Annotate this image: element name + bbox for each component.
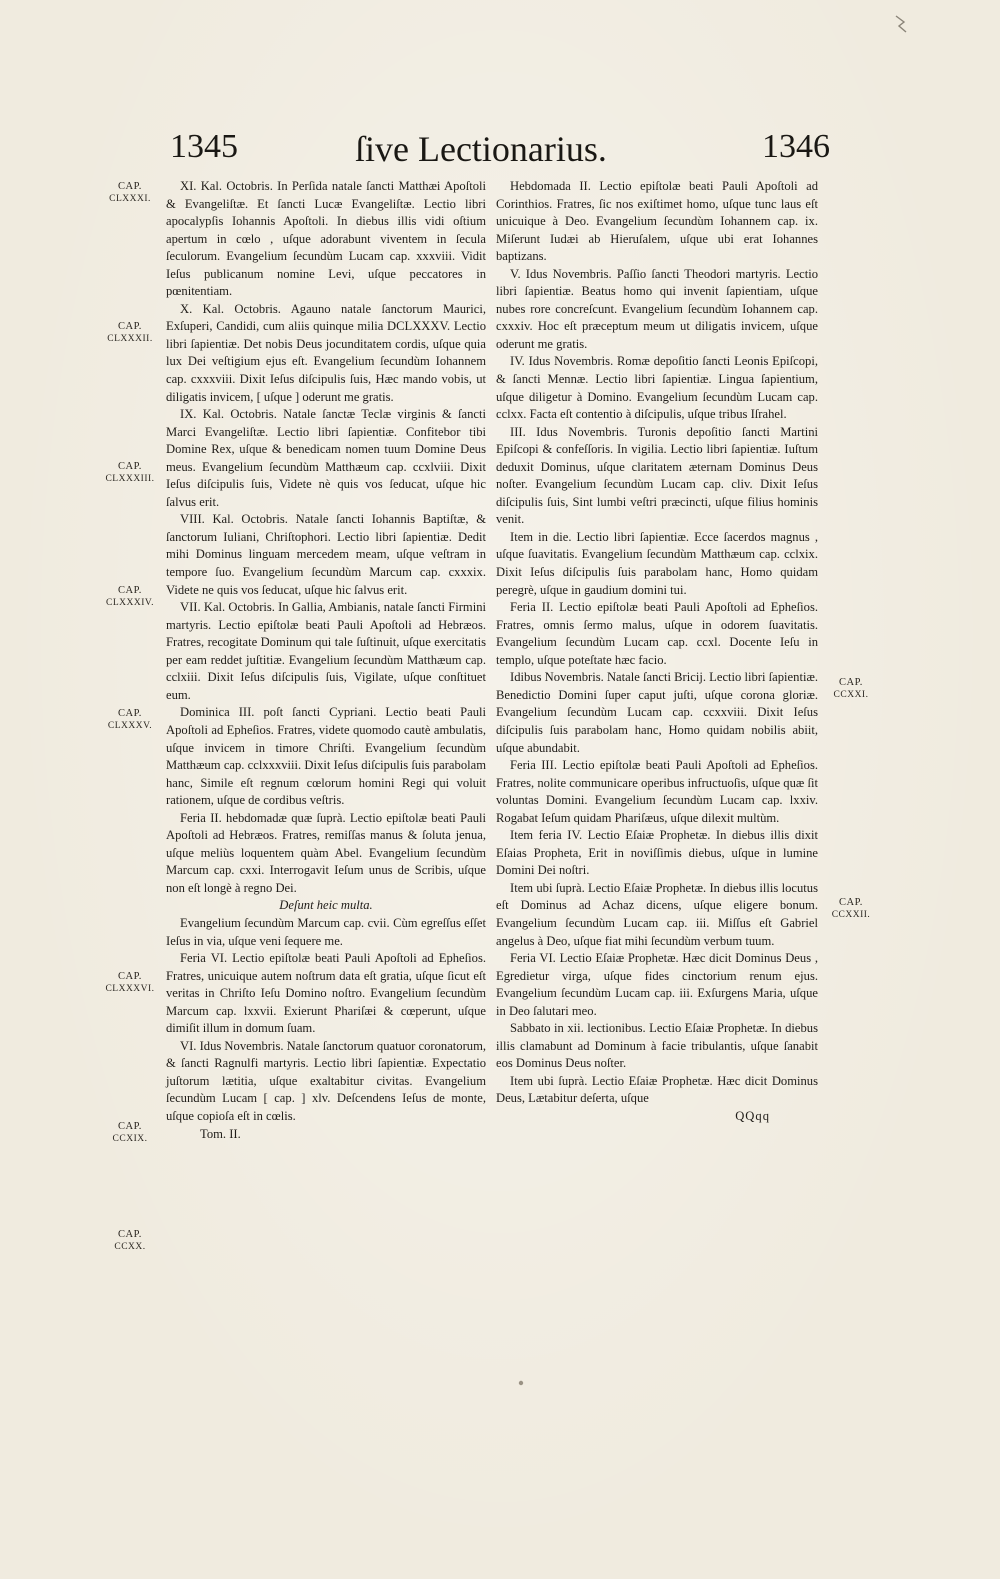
lacuna-note: Deſunt heic multa. bbox=[279, 898, 373, 913]
margin-note-number: CLXXXI. bbox=[109, 194, 151, 204]
margin-note-cap: CAP. bbox=[118, 461, 142, 472]
margin-note-number: CCXXI. bbox=[833, 690, 869, 700]
signature-mark: QQqq bbox=[735, 1108, 770, 1123]
margin-note-number: CLXXXII. bbox=[107, 334, 153, 344]
lection-entry: Feria VI. Lectio epiſtolæ beati Pauli Apoſtoli ad Epheſios. Fratres, unicuique autem noſtrum data eſt gratia, uſque ſicut eſt veritas in Chriſto Ieſu Domino noſtro. Evangelium ſecundùm Marcum cap. lxxvii. Exierunt Phariſæi & cœperunt, uſque dimiſit illum in domum ſuam. bbox=[166, 951, 486, 1036]
margin-note-cap: CAP. bbox=[839, 677, 863, 688]
page-number-left: 1345 bbox=[170, 128, 238, 165]
margin-note-left bbox=[98, 180, 162, 206]
margin-note-number: CCXIX. bbox=[112, 1134, 148, 1144]
lection-entry: Item ubi ſuprà. Lectio Eſaiæ Prophetæ. In diebus illis locutus eſt Dominus ad Achaz dicens, uſque eligere bonum. Evangelium ſecundùm Lucam cap. iii. Miſſus eſt Gabriel angelus à Deo, uſque fiat mihi ſecundùm verbum tuum. bbox=[496, 880, 818, 948]
margin-note-left bbox=[98, 707, 162, 733]
lection-entry: Evangelium ſecundùm Marcum cap. cvii. Cùm egreſſus eſſet Ieſus in via, uſque veni ſequere me. bbox=[166, 915, 486, 948]
margin-note-number: CLXXXIII. bbox=[105, 474, 155, 484]
text-column-right bbox=[496, 178, 818, 1126]
lection-entry: Dominica III. poſt ſancti Cypriani. Lectio beati Pauli Apoſtoli ad Epheſios. Fratres, videte quomodo cautè ambulatis, uſque invicem in timore Chriſti. Evangelium ſecundùm Matthæum cap. cclxxxviii. Dixit Ieſus diſcipulis ſuis parabolam hanc, Simile eſt regnum cœlorum homini Regi qui voluit rationem, uſque de cordibus veſtris. bbox=[166, 705, 486, 808]
margin-note-left bbox=[98, 970, 162, 996]
margin-note-number: CCXXII. bbox=[831, 910, 871, 920]
margin-note-left bbox=[98, 584, 162, 610]
margin-note-cap: CAP. bbox=[839, 897, 863, 908]
lection-entry: XI. Kal. Octobris. In Perſida natale ſancti Matthæi Apoſtoli & Evangeliſtæ. Et ſancti Lucæ Evangeliſtæ. Lectio libri apocalypſis Iohannis Apoſtoli. In diebus illis vidi oſtium apertum in cœlo , uſque adorabunt viventem in ſecula ſeculorum. Evangelium ſecundùm Lucam cap. xxxviii. Vidit Ieſus publicanum nomine Levi, uſque peccatores in pœnitentiam. bbox=[166, 179, 486, 299]
margin-note-cap: CAP. bbox=[118, 585, 142, 596]
margin-note-cap: CAP. bbox=[118, 708, 142, 719]
lection-entry: Feria III. Lectio epiſtolæ beati Pauli Apoſtoli ad Epheſios. Fratres, nolite communicare operibus infructuoſis, uſque quæ ſit voluntas Domini. Evangelium ſecundùm Lucam cap. lxxiv. Rogabat Ieſum quidam Phariſæus, uſque dilexit multùm. bbox=[496, 758, 818, 825]
margin-note-left bbox=[98, 460, 162, 486]
margin-note-left bbox=[98, 1228, 162, 1254]
running-title: ſive Lectionarius. bbox=[355, 129, 607, 169]
lection-entry: Feria VI. Lectio Eſaiæ Prophetæ. Hæc dicit Dominus Deus , Egredietur virga, uſque fides cinctorium renum ejus. Evangelium ſecundùm Lucam cap. iii. Exſurgens Maria, uſque in Deo ſalutari meo. bbox=[496, 951, 818, 1018]
margin-note-left bbox=[98, 320, 162, 346]
margin-note-number: CCXX. bbox=[114, 1242, 146, 1252]
margin-note-right bbox=[820, 676, 882, 702]
lection-entry: Feria II. Lectio epiſtolæ beati Pauli Apoſtoli ad Epheſios. Fratres, omnis ſermo malus, uſque in odorem ſuavitatis. Evangelium ſecundùm Lucam cap. ccxl. Docente Ieſu in templo, uſque poteſtate hæc facio. bbox=[496, 600, 818, 667]
lection-entry: VII. Kal. Octobris. In Gallia, Ambianis, natale ſancti Firmini martyris. Lectio epiſtolæ beati Pauli Apoſtoli ad Hebræos. Fratres, recogitate Dominum qui tale ſuſtinuit, uſque exercitatis per eam reddet juſtitiæ. Evangelium ſecundùm Matthæum cap. cclxiii. Dixit Ieſus diſcipulis ſuis, Vigilate, uſque conſtituet eum. bbox=[166, 600, 486, 702]
lection-entry: X. Kal. Octobris. Agauno natale ſanctorum Maurici, Exſuperi, Candidi, cum aliis quinque milia DCLXXXV. Lectio libri ſapientiæ. Det nobis Deus jocunditatem cordis, uſque quia lux Dei veſtigium ejus eſt. Evangelium ſecundùm Iohannem cap. cxxxviii. Dixit Ieſus diſcipulis ſuis, Hæc mando vobis, ut diligatis invicem, [ uſque ] oderunt me gratis. bbox=[166, 301, 486, 404]
margin-note-left bbox=[98, 1120, 162, 1146]
lection-entry: III. Idus Novembris. Turonis depoſitio ſancti Martini Epiſcopi & confeſſoris. In vigilia. Lectio libri ſapientiæ. Iuſtum deduxit Dominus, uſque claritatem æternam Dominus Deus noſter. Evangelium ſecundùm Lucam cap. cliv. Dixit Ieſus diſcipulis ſuis, Sint lumbi veſtri præcincti, uſque filius hominis venit. bbox=[496, 424, 818, 527]
lection-entry: Item in die. Lectio libri ſapientiæ. Ecce ſacerdos magnus , uſque ſuavitatis. Evangelium ſecundùm Matthæum cap. cclxix. Dixit Ieſus diſcipulis ſuis parabolam hanc, Homo quidam peregrè, uſque in gaudium domini tui. bbox=[496, 529, 818, 597]
lection-entry: IV. Idus Novembris. Romæ depoſitio ſancti Leonis Epiſcopi, & ſancti Mennæ. Lectio libri ſapientiæ. Lingua ſapientium, uſque diligetur à Domino. Evangelium ſecundùm Lucam cap. cclxx. Facta eſt contentio à diſcipulis, uſque tribus Iſrahel. bbox=[496, 354, 818, 422]
lection-entry: Sabbato in xii. lectionibus. Lectio Eſaiæ Prophetæ. In diebus illis clamabunt ad Dominum à facie tribulantis, uſque ſanabit eos Dominus Deus noſter. bbox=[496, 1021, 818, 1071]
margin-note-number: CLXXXVI. bbox=[105, 984, 155, 994]
margin-note-number: CLXXXIV. bbox=[106, 598, 154, 608]
lection-entry: Hebdomada II. Lectio epiſtolæ beati Pauli Apoſtoli ad Corinthios. Fratres, ſic nos exiſtimet homo, uſque tunc laus eſt unicuique à Deo. Evangelium ſecundùm Iohannem cap. ix. Miſerunt Iudæi ab Hieruſalem, uſque ubi erat Iohannes baptizans. bbox=[496, 179, 818, 264]
margin-note-right bbox=[820, 896, 882, 922]
volume-footer: Tom. II. bbox=[200, 1126, 241, 1141]
margin-note-number: CLXXXV. bbox=[107, 721, 153, 731]
lection-entry: Idibus Novembris. Natale ſancti Bricij. Lectio libri ſapientiæ. Benedictio Domini ſuper caput juſti, uſque corona gloriæ. Evangelium ſecundùm Lucam cap. ccxxviii. Dixit Ieſus diſcipulis ſuis parabolam hanc, Homo quidam nobilis abiit, uſque abundabit. bbox=[496, 670, 818, 755]
lection-entry: Item feria IV. Lectio Eſaiæ Prophetæ. In diebus illis dixit Eſaias Propheta, Erit in noviſſimis diebus, uſque in lumine Domini Dei noſtri. bbox=[496, 828, 818, 878]
page-number-right: 1346 bbox=[762, 128, 830, 165]
margin-note-cap: CAP. bbox=[118, 1121, 142, 1132]
lection-entry: Item ubi ſuprà. Lectio Eſaiæ Prophetæ. Hæc dicit Dominus Deus, Lætabitur deſerta, uſque bbox=[496, 1073, 818, 1106]
margin-note-cap: CAP. bbox=[118, 321, 142, 332]
lection-entry: Feria II. hebdomadæ quæ ſuprà. Lectio epiſtolæ beati Pauli Apoſtoli ad Hebræos. Fratres, remiſſas manus & ſoluta jenua, uſque meliùs loquentem quàm Abel. Evangelium ſecundùm Marcum cap. cxxi. Interrogavit Ieſum unus de Scribis, uſque non eſt longè à regno Dei. bbox=[166, 810, 486, 895]
ink-speck-icon bbox=[890, 12, 912, 36]
margin-note-cap: CAP. bbox=[118, 971, 142, 982]
text-column-left bbox=[166, 178, 486, 1156]
margin-note-cap: CAP. bbox=[118, 1229, 142, 1240]
lection-entry: IX. Kal. Octobris. Natale ſanctæ Teclæ virginis & ſancti Marci Evangeliſtæ. Lectio libri ſapientiæ. Confitebor tibi Domine Rex, uſque & benedicam nomen tuum Domine Deus meus. Evangelium ſecundùm Matthæum cap. ccxlviii. Dixit Ieſus diſcipulis ſuis, Videte nè quis vos ſeducat, uſque hic ſalvus erit. bbox=[166, 407, 486, 509]
lection-entry: V. Idus Novembris. Paſſio ſancti Theodori martyris. Lectio libri ſapientiæ. Beatus homo qui invenit ſapientiam, uſque nubes rore concreſcunt. Evangelium ſecundùm Iohannem cap. cxxxiv. Hoc eſt præceptum meum ut diligatis invicem, uſque oderunt me gratis. bbox=[496, 266, 818, 351]
lection-entry: VIII. Kal. Octobris. Natale ſancti Iohannis Baptiſtæ, & ſanctorum Iuliani, Chriſtophori. Lectio libri ſapientiæ. Dedit mihi Dominus linguam mercedem meam, uſque veſtram in tempore ſuo. Evangelium ſecundùm Marcum cap. cxxxix. Videte ne quis vos ſeducat, uſque hic ſalvus erit. bbox=[166, 512, 486, 597]
margin-note-cap: CAP. bbox=[118, 181, 142, 192]
lection-entry: VI. Idus Novembris. Natale ſanctorum quatuor coronatorum, & ſancti Ragnulfi martyris. Lectio libri ſapientiæ. Expectatio juſtorum lætitia, uſque exaltabitur civitas. Evangelium ſecundùm Lucam [ cap. ] xlv. Deſcendens Ieſus de monte, uſque copioſa eſt in cœlis. bbox=[166, 1038, 487, 1123]
ink-speck-icon bbox=[515, 1378, 527, 1388]
